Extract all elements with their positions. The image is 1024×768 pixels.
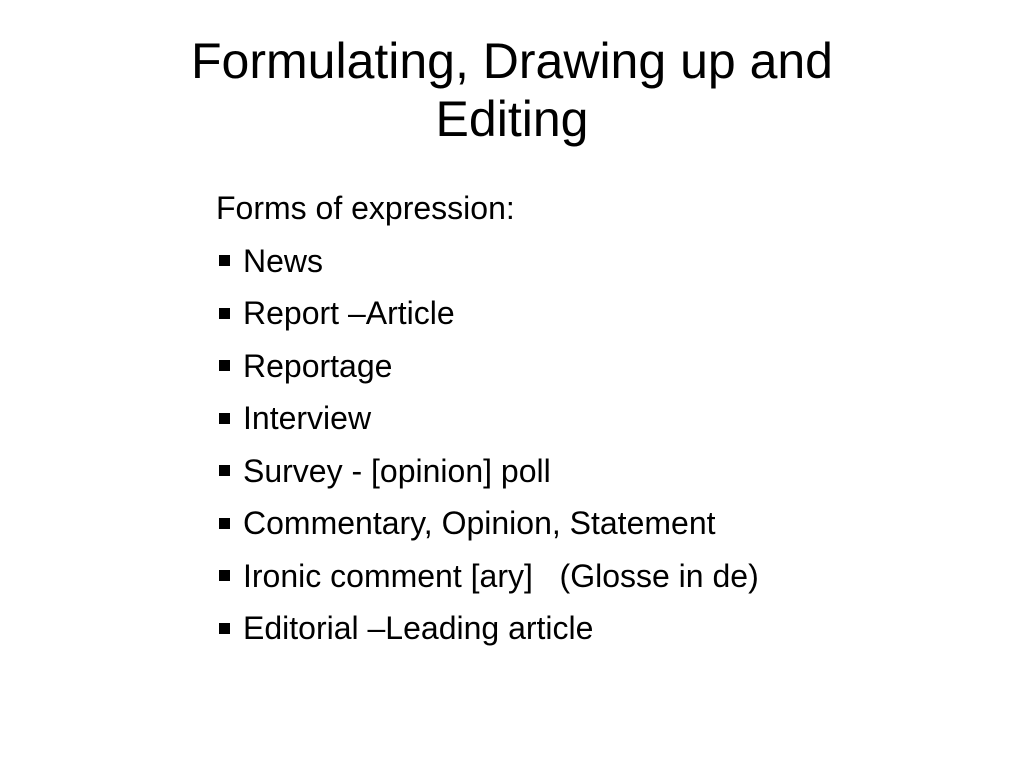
forms-of-expression-heading: Forms of expression:: [216, 190, 515, 226]
slide-title-line-1: Formulating, Drawing up and: [191, 33, 833, 89]
bullet-item-interview: [216, 392, 1006, 445]
bullet-text: Commentary, Opinion, Statement: [243, 505, 716, 541]
bullet-item-news: [216, 235, 1006, 288]
square-bullet-icon: [219, 413, 230, 424]
bullet-text: Reportage: [243, 347, 393, 384]
square-bullet-icon: [219, 465, 230, 476]
bullet-item-ironic-comment: [216, 550, 1006, 603]
bullet-text: Report –Article: [243, 295, 455, 331]
bullet-text: Ironic comment [ary] (Glosse in de): [243, 557, 759, 594]
square-bullet-icon: [219, 308, 230, 319]
slide-title: [60, 32, 964, 148]
bullet-item-report-article: [216, 287, 1006, 340]
square-bullet-icon: [219, 570, 230, 581]
bullet-text: Interview: [243, 400, 372, 436]
slide-body: [216, 182, 1006, 655]
bullet-list: [216, 235, 1006, 655]
bullet-text: Survey - [opinion] poll: [243, 452, 551, 489]
bullet-item-editorial: [216, 602, 1006, 655]
bullet-text: News: [243, 242, 324, 279]
bullet-text: Editorial –Leading article: [243, 610, 594, 646]
square-bullet-icon: [219, 360, 230, 371]
bullet-item-commentary: [216, 497, 1006, 550]
slide-title-line-2: Editing: [435, 91, 589, 147]
square-bullet-icon: [219, 255, 230, 266]
square-bullet-icon: [219, 623, 230, 634]
bullet-item-reportage: [216, 340, 1006, 393]
bullet-item-survey-poll: [216, 445, 1006, 498]
square-bullet-icon: [219, 518, 230, 529]
